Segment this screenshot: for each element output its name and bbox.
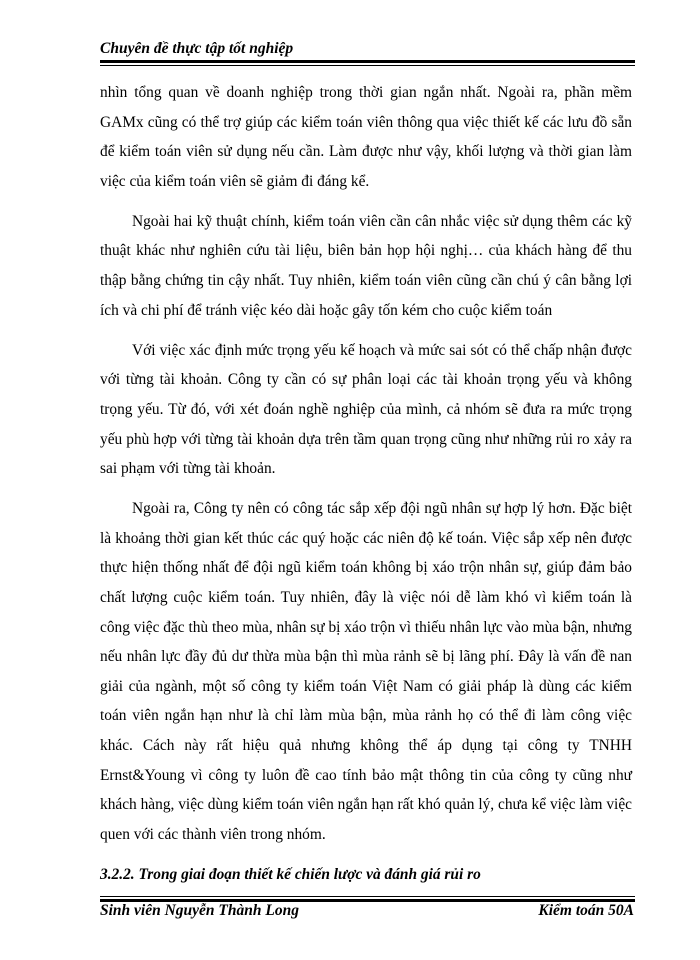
paragraph-materiality: Với việc xác định mức trọng yếu kế hoạch và mức sai sót có thể chấp nhận được với từng tài khoản. Công ty cần có sự phân loại các tài khoản trọng yếu và không trọng yếu. Từ đó, với xét đoán nghề nghiệp của mình, cả nhóm sẽ đưa ra mức trọng yếu phù hợp với từng tài khoản dựa trên tầm quan trọng cũng như những rủi ro xảy ra sai phạm với từng tài khoản. bbox=[100, 341, 632, 478]
paragraph-continuation: nhìn tổng quan về doanh nghiệp trong thời gian ngắn nhất. Ngoài ra, phần mềm GAMx cũng có thể trợ giúp các kiểm toán viên thông qua việc thiết kế các lưu đồ sẵn để kiểm toán viên sử dụng nếu cần. Làm được như vậy, khối lượng và thời gian làm việc của kiểm toán viên sẽ giảm đi đáng kể. bbox=[100, 84, 632, 190]
section-heading: 3.2.2. Trong giai đoạn thiết kế chiến lược và đánh giá rủi ro bbox=[100, 865, 481, 883]
paragraph-staffing: Ngoài ra, Công ty nên có công tác sắp xếp đội ngũ nhân sự hợp lý hơn. Đặc biệt là khoảng thời gian kết thúc các quý hoặc các niên độ kế toán. Việc sắp xếp nên được thực hiện thống nhất để đội ngũ kiểm toán không bị xáo trộn nhân sự, giúp đảm bảo chất lượng cuộc kiểm toán. Tuy nhiên, đây là việc nói dễ làm khó vì kiểm toán là công việc đặc thù theo mùa, nhân sự bị xáo trộn vì thiếu nhân lực vào mùa bận, nhưng nếu nhân lực đầy đủ dư thừa mùa bận thì mùa rảnh sẽ bị lãng phí. Đây là vấn đề nan giải của ngành, một số công ty kiểm toán Việt Nam có giải pháp là dùng các kiểm toán viên ngắn hạn như là chỉ làm mùa bận, mùa rảnh họ có thể đi làm công việc khác. Cách này rất hiệu quả nhưng không thể áp dụng tại công ty TNHH Ernst&Young vì công ty luôn đề cao tính bảo mật thông tin của công ty cũng như khách hàng, việc dùng kiểm toán viên ngắn hạn rất khó quản lý, chưa kể việc làm việc quen với các thành viên trong nhóm. bbox=[100, 500, 632, 843]
footer-class: Kiểm toán 50A bbox=[538, 902, 634, 919]
paragraph-techniques: Ngoài hai kỹ thuật chính, kiểm toán viên cần cân nhắc việc sử dụng thêm các kỹ thuật khác như nghiên cứu tài liệu, biên bản họp hội nghị… của khách hàng để thu thập bằng chứng tin cậy nhất. Tuy nhiên, kiểm toán viên cũng cần chú ý cân bằng lợi ích và chi phí để tránh việc kéo dài hoặc gây tốn kém cho cuộc kiểm toán bbox=[100, 212, 632, 319]
header-divider bbox=[100, 60, 635, 66]
page-header-title: Chuyên đề thực tập tốt nghiệp bbox=[100, 40, 294, 57]
footer-author: Sinh viên Nguyễn Thành Long bbox=[100, 902, 299, 919]
document-body bbox=[100, 78, 632, 889]
